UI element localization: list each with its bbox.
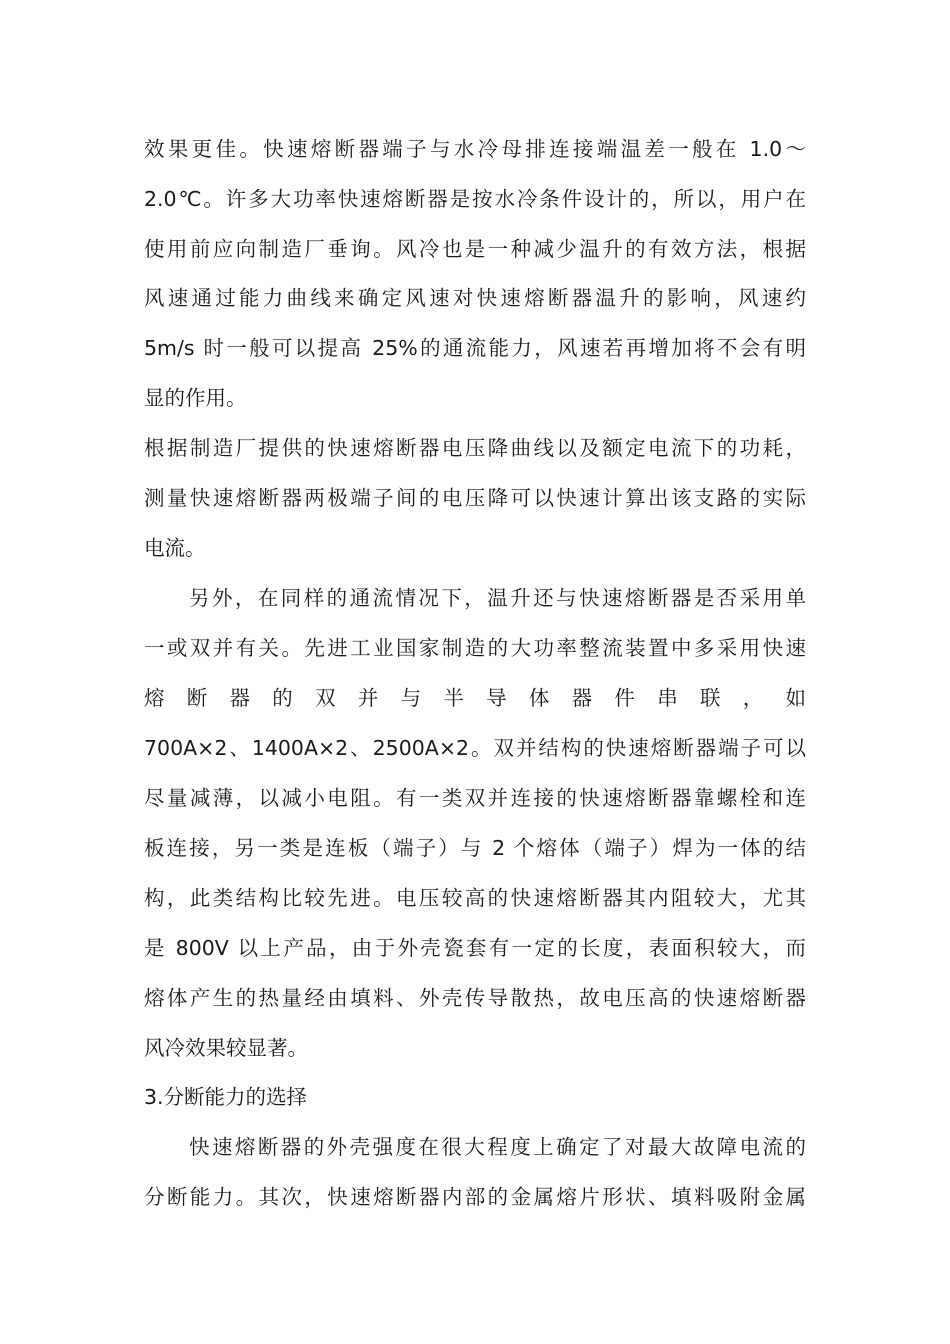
text-line: 电流。 <box>144 536 206 560</box>
text-line: 使用前应向制造厂垂询。风冷也是一种减少温升的有效方法，根据 <box>144 237 806 261</box>
text-line: 风冷效果较显著。 <box>144 1036 308 1060</box>
section-heading: 3.分断能力的选择 <box>144 1085 308 1109</box>
text-line: 显的作用。 <box>144 386 247 410</box>
text-line: 是 800V 以上产品，由于外壳瓷套有一定的长度，表面积较大，而 <box>144 936 806 960</box>
text-line: 测量快速熔断器两极端子间的电压降可以快速计算出该支路的实际 <box>144 486 806 510</box>
text-line: 熔体产生的热量经由填料、外壳传导散热，故电压高的快速熔断器 <box>144 986 806 1010</box>
text-line: 700A×2、1400A×2、2500A×2。双并结构的快速熔断器端子可以 <box>144 736 806 760</box>
text-line: 熔断器的双并与半导体器件串联，如 <box>144 686 806 710</box>
text-line: 根据制造厂提供的快速熔断器电压降曲线以及额定电流下的功耗， <box>144 436 806 460</box>
text-line: 构，此类结构比较先进。电压较高的快速熔断器其内阻较大，尤其 <box>144 886 806 910</box>
text-line: 板连接，另一类是连板（端子）与 2 个熔体（端子）焊为一体的结 <box>144 836 806 860</box>
text-line: 分断能力。其次，快速熔断器内部的金属熔片形状、填料吸附金属 <box>144 1185 806 1209</box>
text-line: 2.0℃。许多大功率快速熔断器是按水冷条件设计的，所以，用户在 <box>144 187 806 211</box>
text-line: 风速通过能力曲线来确定风速对快速熔断器温升的影响，风速约 <box>144 286 806 310</box>
text-line: 5m/s 时一般可以提高 25%的通流能力，风速若再增加将不会有明 <box>144 336 806 360</box>
text-line: 一或双并有关。先进工业国家制造的大功率整流装置中多采用快速 <box>144 636 806 660</box>
text-line: 快速熔断器的外壳强度在很大程度上确定了对最大故障电流的 <box>189 1135 806 1159</box>
text-line: 效果更佳。快速熔断器端子与水冷母排连接端温差一般在 1.0～ <box>144 137 806 161</box>
text-line: 另外，在同样的通流情况下，温升还与快速熔断器是否采用单 <box>189 586 806 610</box>
text-line: 尽量减薄，以减小电阻。有一类双并连接的快速熔断器靠螺栓和连 <box>144 786 806 810</box>
